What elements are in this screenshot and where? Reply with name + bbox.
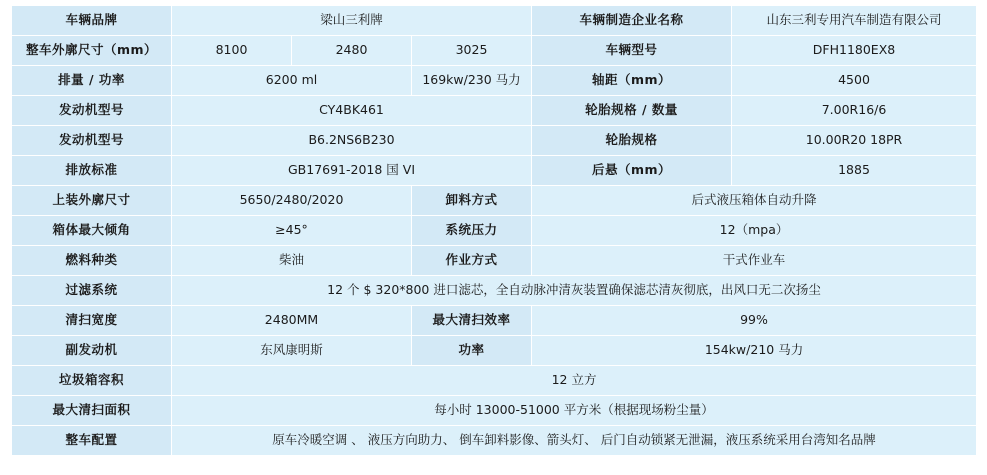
spec-value-cell: 1885 (732, 156, 977, 186)
spec-value-cell: 6200 ml (172, 66, 412, 96)
table-row (12, 6, 977, 36)
table-row (12, 96, 977, 126)
spec-label-cell: 车辆制造企业名称 (532, 6, 732, 36)
table-row (12, 426, 977, 456)
spec-sheet (0, 5, 987, 475)
spec-label-cell: 最大清扫效率 (412, 306, 532, 336)
spec-value-cell: 3025 (412, 36, 532, 66)
table-row (12, 66, 977, 96)
table-row (12, 186, 977, 216)
spec-label-cell: 排量 / 功率 (12, 66, 172, 96)
spec-value-cell: 梁山三利牌 (172, 6, 532, 36)
spec-value-cell: ≥45° (172, 216, 412, 246)
spec-value-cell: B6.2NS6B230 (172, 126, 532, 156)
spec-value-cell: 2480MM (172, 306, 412, 336)
table-row (12, 126, 977, 156)
spec-value-cell: 每小时 13000-51000 平方米（根据现场粉尘量） (172, 396, 977, 426)
table-row (12, 246, 977, 276)
table-row (12, 156, 977, 186)
spec-value-cell: 柴油 (172, 246, 412, 276)
spec-value-cell: 东风康明斯 (172, 336, 412, 366)
spec-label-cell: 垃圾箱容积 (12, 366, 172, 396)
spec-label-cell: 副发动机 (12, 336, 172, 366)
spec-value-cell: 干式作业车 (532, 246, 977, 276)
spec-value-cell: 原车冷暖空调 、 液压方向助力、 倒车卸料影像、箭头灯、 后门自动锁紧无泄漏，液压系统采用台湾知名品牌 (172, 426, 977, 456)
spec-label-cell: 卸料方式 (412, 186, 532, 216)
spec-value-cell: 山东三利专用汽车制造有限公司 (732, 6, 977, 36)
spec-label-cell: 作业方式 (412, 246, 532, 276)
table-row (12, 366, 977, 396)
spec-table-body (12, 6, 977, 456)
spec-value-cell: 169kw/230 马力 (412, 66, 532, 96)
spec-value-cell: CY4BK461 (172, 96, 532, 126)
table-row (12, 216, 977, 246)
spec-label-cell: 过滤系统 (12, 276, 172, 306)
table-row (12, 276, 977, 306)
spec-label-cell: 功率 (412, 336, 532, 366)
spec-label-cell: 系统压力 (412, 216, 532, 246)
spec-label-cell: 排放标准 (12, 156, 172, 186)
spec-value-cell: 2480 (292, 36, 412, 66)
table-row (12, 36, 977, 66)
spec-label-cell: 清扫宽度 (12, 306, 172, 336)
spec-label-cell: 车辆型号 (532, 36, 732, 66)
spec-value-cell: DFH1180EX8 (732, 36, 977, 66)
spec-value-cell: 154kw/210 马力 (532, 336, 977, 366)
spec-label-cell: 发动机型号 (12, 126, 172, 156)
spec-value-cell: 4500 (732, 66, 977, 96)
spec-value-cell: GB17691-2018 国 VI (172, 156, 532, 186)
spec-value-cell: 12（mpa） (532, 216, 977, 246)
spec-label-cell: 车辆品牌 (12, 6, 172, 36)
table-row (12, 306, 977, 336)
spec-value-cell: 8100 (172, 36, 292, 66)
spec-label-cell: 整车配置 (12, 426, 172, 456)
spec-label-cell: 箱体最大倾角 (12, 216, 172, 246)
spec-label-cell: 轮胎规格 / 数量 (532, 96, 732, 126)
spec-value-cell: 12 个 $ 320*800 进口滤芯，全自动脉冲清灰装置确保滤芯清灰彻底，出风口无二次扬尘 (172, 276, 977, 306)
spec-value-cell: 12 立方 (172, 366, 977, 396)
table-row (12, 396, 977, 426)
spec-label-cell: 燃料种类 (12, 246, 172, 276)
spec-label-cell: 后悬（mm） (532, 156, 732, 186)
spec-value-cell: 10.00R20 18PR (732, 126, 977, 156)
spec-value-cell: 5650/2480/2020 (172, 186, 412, 216)
spec-label-cell: 发动机型号 (12, 96, 172, 126)
spec-label-cell: 轮胎规格 (532, 126, 732, 156)
spec-value-cell: 99% (532, 306, 977, 336)
spec-value-cell: 7.00R16/6 (732, 96, 977, 126)
vehicle-spec-table (11, 5, 977, 456)
spec-label-cell: 最大清扫面积 (12, 396, 172, 426)
table-row (12, 336, 977, 366)
spec-value-cell: 后式液压箱体自动升降 (532, 186, 977, 216)
spec-label-cell: 整车外廓尺寸（mm） (12, 36, 172, 66)
spec-label-cell: 上装外廓尺寸 (12, 186, 172, 216)
spec-label-cell: 轴距（mm） (532, 66, 732, 96)
